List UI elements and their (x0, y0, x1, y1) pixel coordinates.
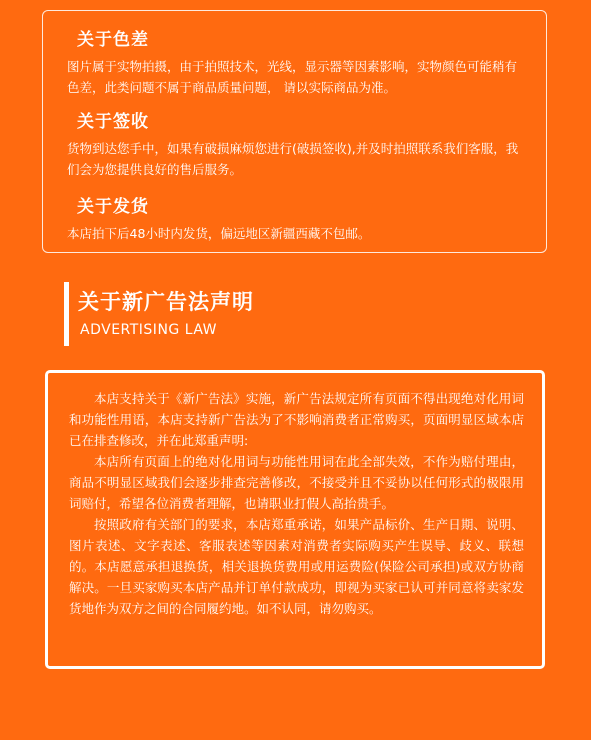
advertising-law-statement-box (45, 370, 545, 669)
shipping-section (67, 192, 526, 244)
color-difference-section (67, 25, 526, 98)
statement-paragraph: 本店所有页面上的绝对化用词与功能性用词在此全部失效，不作为赔付理由，商品不明显区域我们会逐步排查完善修改，不接受并且不妥协以任何形式的极限用词赔付，希望各位消费者理解，也请职业打假人高抬贵手。 (69, 454, 524, 511)
law-subtitle: ADVERTISING LAW (80, 322, 217, 338)
section-body: 图片属于实物拍摄，由于拍照技术，光线，显示器等因素影响，实物颜色可能稍有色差，此类问题不属于商品质量问题， 请以实际商品为准。 (67, 59, 518, 95)
store-notice-box (42, 10, 547, 253)
section-title: 关于签收 (77, 112, 149, 132)
statement-paragraph: 按照政府有关部门的要求，本店郑重承诺，如果产品标价、生产日期、说明、图片表述、文字表述、客服表述等因素对消费者实际购买产生误导、歧义、联想的。本店愿意承担退换货，相关退换货费用或用运费险(保险公司承担)或双方协商解决。一旦买家购买本店产品并订单付款成功，即视为买家已认可并同意将卖家发货地作为双方之间的合同履约地。如不认同，请勿购买。 (69, 517, 524, 616)
accent-bar (64, 282, 69, 346)
section-title: 关于发货 (77, 197, 149, 217)
section-body: 本店拍下后48小时内发货，偏远地区新疆西藏不包邮。 (67, 226, 371, 241)
law-title: 关于新广告法声明 (78, 290, 254, 314)
section-body: 货物到达您手中，如果有破损麻烦您进行(破损签收),并及时拍照联系我们客服，我们会为您提供良好的售后服务。 (67, 141, 519, 177)
section-title: 关于色差 (77, 30, 149, 50)
receipt-section (67, 107, 526, 180)
statement-paragraph: 本店支持关于《新广告法》实施，新广告法规定所有页面不得出现绝对化用词和功能性用语，本店支持新广告法为了不影响消费者正常购买，页面明显区域本店已在排查修改，并在此郑重声明: (69, 391, 524, 448)
